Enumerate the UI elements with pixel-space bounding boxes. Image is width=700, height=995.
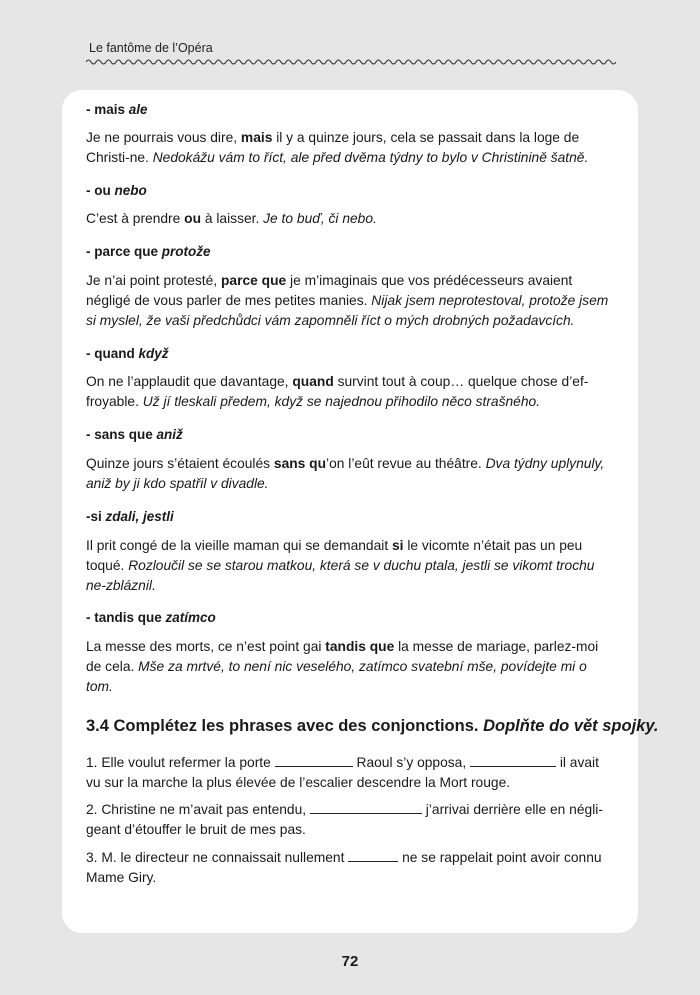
example-paragraph: La messe des morts, ce n’est point gai tandis que la messe de mariage, parlez-moi de cela. Mše za mrtvé, to není nic veselého, zatímco svatební mše, povídejte mi o tom. [86, 639, 599, 694]
content-card [62, 90, 659, 933]
example-paragraph: On ne l’applaudit que davantage, quand survint tout à coup… quelque chose d’ef-froyable. Už jí tleskali předem, když se najednou přihodilo něco strašného. [86, 374, 589, 409]
term-heading: - mais ale [86, 102, 148, 117]
term-heading: -si zdali, jestli [86, 509, 174, 524]
term-heading: - quand když [86, 346, 169, 361]
example-paragraph: Il prit congé de la vieille maman qui se demandait si le vicomte n’était pas un peu toqué. Rozloučil se se starou matkou, která se v duchu ptala, jestli se vikomt trochu ne-zbláznil. [86, 538, 595, 593]
example-paragraph: Je ne pourrais vous dire, mais il y a quinze jours, cela se passait dans la loge de Christi-ne. Nedokážu vám to říct, ale před dvěma týdny to bylo v Christinině šatně. [86, 130, 589, 165]
exercise-item: 3. M. le directeur ne connaissait nullement ne se rappelait point avoir connu Mame Giry. [86, 850, 602, 885]
answer-blank[interactable] [348, 849, 398, 862]
example-paragraph: C’est à prendre ou à laisser. Je to buď, či nebo. [86, 211, 377, 226]
example-paragraph: Quinze jours s’étaient écoulés sans qu’on l’eût revue au théâtre. Dva týdny uplynuly, aniž by ji kdo spatřil v divadle. [86, 456, 605, 491]
exercise-title: 3.4 Complétez les phrases avec des conjonctions. Doplňte do vět spojky. [86, 717, 659, 735]
answer-blank[interactable] [310, 801, 422, 814]
page-number: 72 [341, 953, 359, 970]
term-heading: - sans que aniž [86, 427, 183, 442]
running-head-title: Le fantôme de l’Opéra [89, 41, 213, 55]
answer-blank[interactable] [470, 754, 556, 767]
answer-blank[interactable] [275, 754, 353, 767]
wavy-divider [86, 56, 616, 68]
exercise-item: 2. Christine ne m’avait pas entendu, j’arrivai derrière elle en négli-geant d’étouffer le bruit de mes pas. [86, 802, 603, 837]
term-heading: - ou nebo [86, 183, 147, 198]
term-heading: - parce que protože [86, 244, 211, 259]
exercise-item: 1. Elle voulut refermer la porte Raoul s’y opposa, il avait vu sur la marche la plus élevée de l’escalier descendre la Mort rouge. [86, 755, 599, 790]
example-paragraph: Je n’ai point protesté, parce que je m’imaginais que vos prédécesseurs avaient négligé de vous parler de mes petites manies. Nijak jsem neprotestoval, protože jsem si myslel, že vaši předchůdci vám zapomněli říct o mých drobných požadavcích. [86, 273, 609, 328]
term-heading: - tandis que zatímco [86, 610, 216, 625]
